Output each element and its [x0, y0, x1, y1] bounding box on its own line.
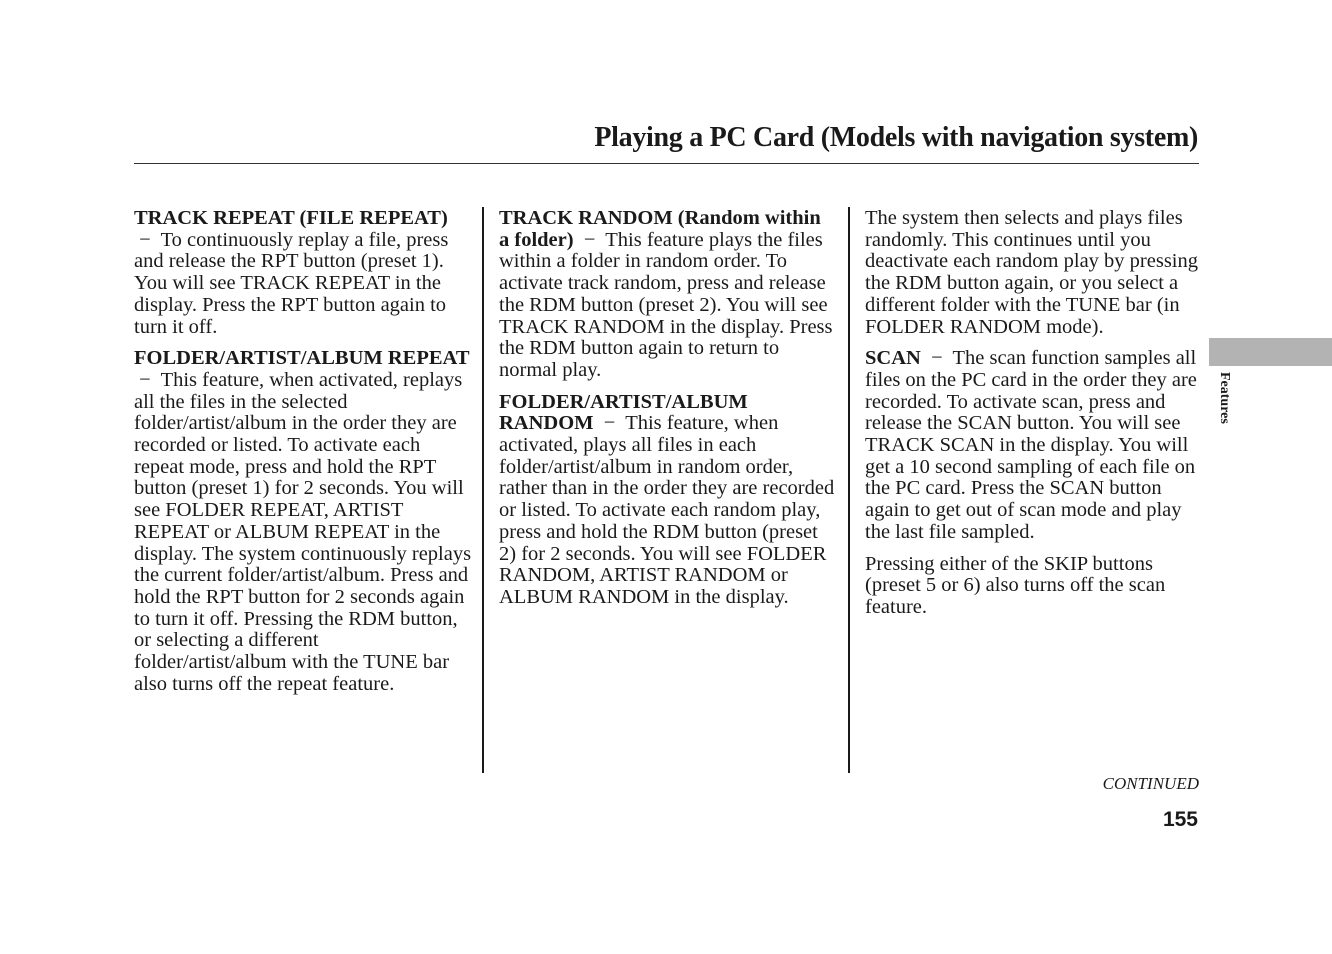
body-track-random: This feature plays the files within a folder in random order. To activate track random, press and release the RDM button (preset 2). You will see TRACK RANDOM in the display. Press the RDM button again to return to normal play.	[499, 228, 833, 381]
paragraph-folder-repeat	[134, 348, 474, 695]
page-title: Playing a PC Card (Models with navigation system)	[594, 122, 1198, 153]
dash: −	[931, 347, 943, 370]
title-rule	[134, 163, 1199, 164]
dash: −	[603, 412, 616, 435]
heading-scan: SCAN	[865, 347, 921, 370]
column-3	[865, 208, 1203, 629]
body-track-repeat: To continuously replay a file, press and release the RPT button (preset 1). You will see TRACK REPEAT in the display. Press the RPT button again to turn it off.	[134, 228, 449, 338]
body-folder-repeat: This feature, when activated, replays all the files in the selected folder/artist/album in the order they are recorded or listed. To activate each repeat mode, press and hold the RPT button (preset 1) for 2 seconds. You will see FOLDER REPEAT, ARTIST REPEAT or ALBUM REPEAT in the display. The system continuously replays the current folder/artist/album. Press and hold the RPT button for 2 seconds again to turn it off. Pressing the RDM button, or selecting a different folder/artist/album with the TUNE bar also turns off the repeat feature.	[134, 368, 472, 695]
column-2	[499, 208, 835, 619]
paragraph-scan	[865, 348, 1203, 543]
section-tab-label: Features	[1217, 372, 1232, 424]
dash: −	[139, 368, 151, 391]
continued-label: CONTINUED	[1102, 774, 1199, 793]
paragraph-skip: Pressing either of the SKIP buttons (preset 5 or 6) also turns off the scan feature.	[865, 552, 1166, 618]
heading-folder-repeat: FOLDER/ARTIST/ALBUM REPEAT	[134, 347, 470, 370]
dash: −	[583, 228, 596, 251]
paragraph-track-repeat	[134, 208, 474, 338]
column-divider-1	[482, 207, 484, 773]
body-folder-random: This feature, when activated, plays all files in each folder/artist/album in random order, rather than in the order they are recorded or listed. To activate each random play, press and hold the RDM button (preset 2) for 2 seconds. You will see FOLDER RANDOM, ARTIST RANDOM or ALBUM RANDOM in the display.	[499, 412, 835, 608]
section-tab	[1209, 338, 1332, 366]
heading-track-random: TRACK RANDOM (Random within a folder)	[499, 207, 821, 251]
page-number: 155	[1162, 808, 1198, 831]
paragraph-folder-random	[499, 392, 835, 609]
column-1	[134, 208, 474, 705]
paragraph-random-continued: The system then selects and plays files randomly. This continues until you deactivate each random play by pressing the RDM button again, or you select a different folder with the TUNE bar (in FOLDER RANDOM mode).	[865, 207, 1198, 338]
paragraph-track-random	[499, 208, 835, 382]
column-divider-2	[848, 207, 850, 773]
dash: −	[139, 228, 151, 251]
heading-folder-random: FOLDER/ARTIST/ALBUM RANDOM	[499, 390, 748, 435]
body-scan: The scan function samples all files on the PC card in the order they are recorded. To activate scan, press and release the SCAN button. You will see TRACK SCAN in the display. You will get a 10 second sampling of each file on the PC card. Press the SCAN button again to get out of scan mode and play the last file sampled.	[865, 347, 1197, 543]
heading-track-repeat: TRACK REPEAT (FILE REPEAT)	[134, 207, 448, 229]
